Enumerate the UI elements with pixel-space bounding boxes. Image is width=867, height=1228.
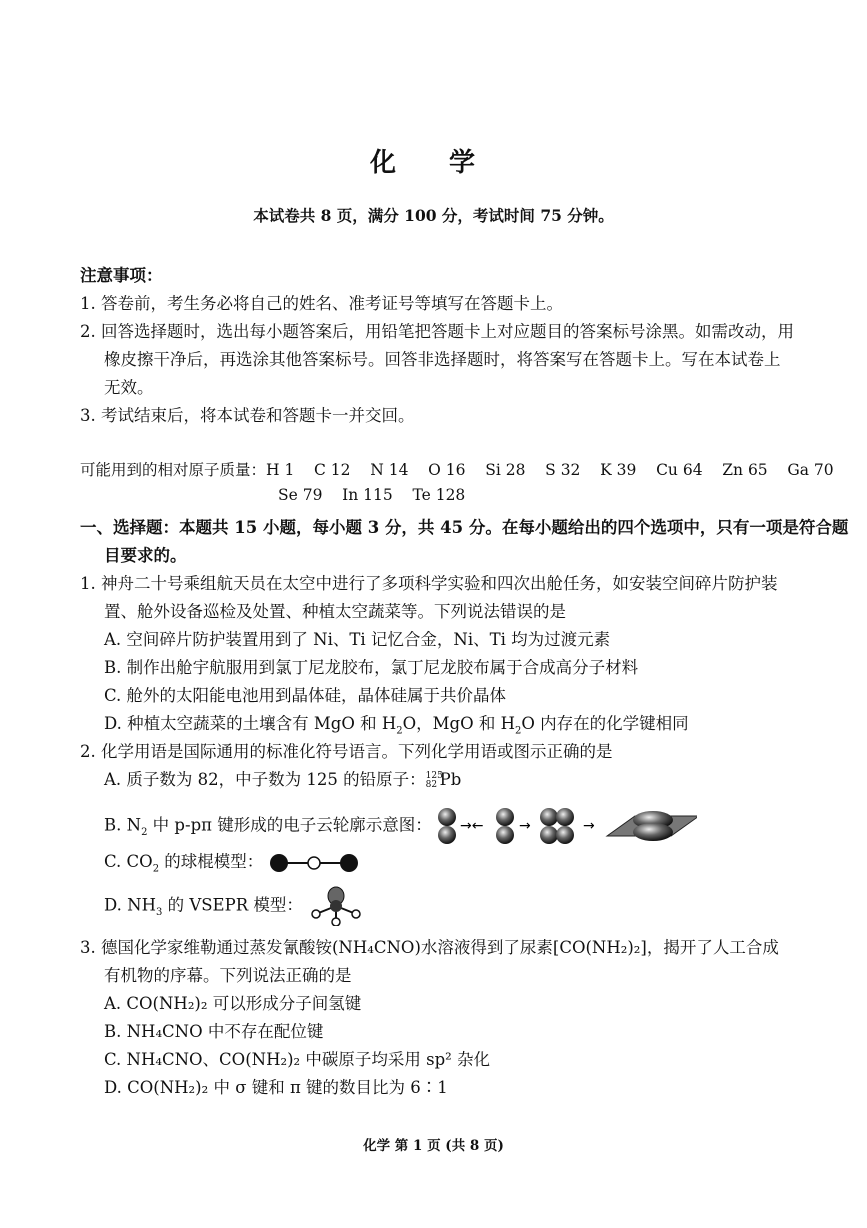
notice-item-3: 3. 考试结束后，将本试卷和答题卡一并交回。 — [80, 406, 415, 425]
exam-info: 本试卷共 8 页，满分 100 分，考试时间 75 分钟。 — [253, 206, 614, 225]
q3-option-a: A. CO(NH₂)₂ 可以形成分子间氢键 — [104, 994, 362, 1013]
q2-option-d: D. $NH_3$ 的 VSEPR 模型： — [104, 886, 364, 926]
q2-option-a: A. 质子数为 82，中子数为 125 的铅原子： 125 82 Pb — [104, 770, 462, 790]
q1-stem: 1. 神舟二十号乘组航天员在太空中进行了多项科学实验和四次出舱任务，如安装空间碎片防护装 — [80, 574, 778, 593]
q3-stem: 3. 德国化学家维勒通过蒸发氰酸铵(NH₄CNO)水溶液得到了尿素[CO(NH₂)₂]，揭开了人工合成 — [80, 938, 779, 957]
q3-option-c: C. NH₄CNO、CO(NH₂)₂ 中碳原子均采用 sp² 杂化 — [104, 1050, 491, 1069]
notice-item-2-cont: 橡皮擦干净后，再选涂其他答案标号。回答非选择题时，将答案写在答题卡上。写在本试卷上 — [104, 350, 781, 369]
q3-stem-cont: 有机物的序幕。下列说法正确的是 — [104, 966, 352, 985]
section-heading-cont: 目要求的。 — [104, 546, 187, 565]
q3-option-b: B. NH₄CNO 中不存在配位键 — [104, 1022, 324, 1041]
q1-option-d: D. 种植太空蔬菜的土壤含有 MgO 和 $H_2O$，MgO 和 $H_2O$ 内存在的化学键相同 — [104, 714, 689, 737]
svg-text:→: → — [582, 818, 595, 834]
svg-text:→←: →← — [459, 818, 484, 834]
notice-heading: 注意事项： — [80, 266, 163, 285]
notice-item-2-cont2: 无效。 — [104, 378, 154, 397]
notice-item-1: 1. 答卷前，考生务必将自己的姓名、准考证号等填写在答题卡上。 — [80, 294, 563, 313]
pi-bond-orbital-diagram — [437, 806, 697, 846]
q1-stem-cont: 置、舱外设备巡检及处置、种植太空蔬菜等。下列说法错误的是 — [104, 602, 566, 621]
atomic-masses-line2: Se 79 In 115 Te 128 — [278, 486, 466, 504]
q3-option-d: D. CO(NH₂)₂ 中 σ 键和 π 键的数目比为 6∶1 — [104, 1078, 448, 1097]
q1-option-a: A. 空间碎片防护装置用到了 Ni、Ti 记忆合金，Ni、Ti 均为过渡元素 — [104, 630, 611, 649]
notice-item-2: 2. 回答选择题时，选出每小题答案后，用铅笔把答题卡上对应题目的答案标号涂黑。如需改动，用 — [80, 322, 794, 341]
section-heading: 一、选择题：本题共 15 小题，每小题 3 分，共 45 分。在每小题给出的四个选项中，只有一项是符合题 — [80, 518, 849, 537]
page-title: 化 学 — [369, 148, 498, 178]
q2-option-c: C. $CO_2$ 的球棍模型： — [104, 848, 359, 875]
svg-text:→: → — [518, 818, 531, 834]
nh3-vsepr-model — [308, 886, 364, 926]
q1-option-c: C. 舱外的太阳能电池用到晶体硅，晶体硅属于共价晶体 — [104, 686, 507, 705]
atomic-masses-line1: 可能用到的相对原子质量：H 1 C 12 N 14 O 16 Si 28 S 32 K 39 Cu 64 Zn 65 Ga 70 — [80, 461, 834, 479]
q1-option-b: B. 制作出舱宇航服用到氯丁尼龙胶布，氯丁尼龙胶布属于合成高分子材料 — [104, 658, 639, 677]
co2-ball-stick-model — [269, 851, 359, 875]
page-footer: 化学 第 1 页 (共 8 页) — [363, 1138, 504, 1154]
q2-option-b: B. $N_2$ 中 p-pπ 键形成的电子云轮廓示意图： →← → → — [104, 806, 697, 846]
lead-nuclide: 125 82 — [425, 770, 443, 790]
q2-stem: 2. 化学用语是国际通用的标准化符号语言。下列化学用语或图示正确的是 — [80, 742, 613, 761]
